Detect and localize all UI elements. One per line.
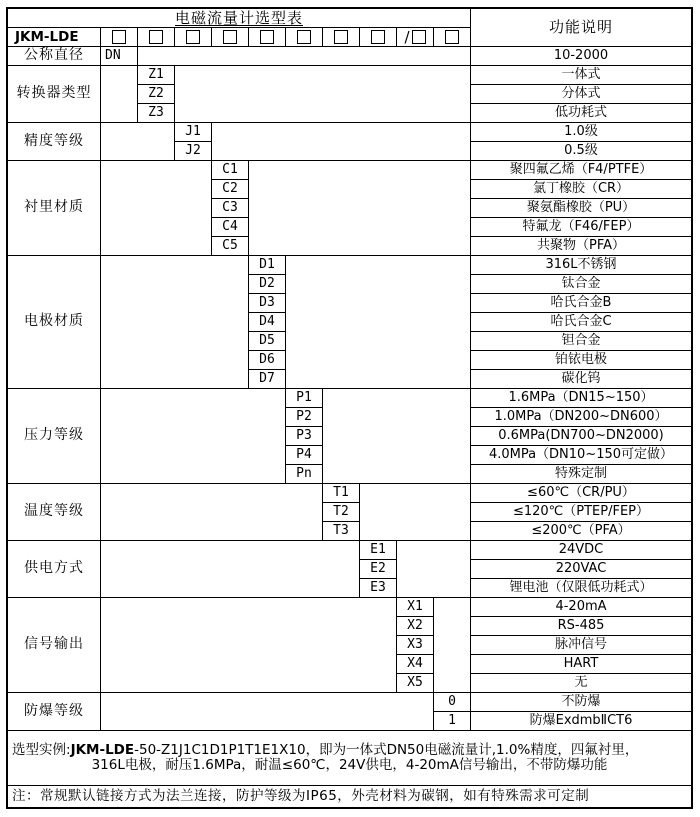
- value-D1: 316L不锈钢: [470, 255, 691, 274]
- example-model: JKM-LDE: [70, 742, 135, 759]
- spacer: [100, 65, 137, 122]
- model-checkbox-cell: [433, 27, 470, 46]
- model-checkbox-cell: [359, 27, 396, 46]
- checkbox-icon: [371, 30, 385, 44]
- checkbox-icon: [112, 30, 126, 44]
- checkbox-icon: [445, 30, 459, 44]
- code-Z1: Z1: [137, 65, 174, 84]
- section-label-temperature: 温度等级: [8, 483, 100, 540]
- section-label-converter-type: 转换器类型: [8, 65, 100, 122]
- spacer: [100, 540, 359, 597]
- spacer: [396, 540, 470, 597]
- model-checkbox-cell: [211, 27, 248, 46]
- value-E3: 锂电池（仅限低功耗式）: [470, 578, 691, 597]
- section-label-power-supply: 供电方式: [8, 540, 100, 597]
- model-checkbox-cell: [174, 27, 211, 46]
- code-D2: D2: [248, 274, 285, 293]
- value-T3: ≤200℃（PFA）: [470, 521, 691, 540]
- value-P4: 4.0MPa（DN10~150可定做）: [470, 445, 691, 464]
- code-D4: D4: [248, 312, 285, 331]
- value-Z3: 低功耗式: [470, 103, 691, 122]
- value-D7: 碳化钨: [470, 369, 691, 388]
- checkbox-icon: [297, 30, 311, 44]
- value-C4: 特氟龙（F46/FEP）: [470, 217, 691, 236]
- code-1: 1: [433, 711, 470, 730]
- footnote: 注：常规默认链接方式为法兰连接，防护等级为IP65，外壳材料为碳钢，如有特殊需求可定制: [8, 785, 691, 807]
- value-T1: ≤60℃（CR/PU）: [470, 483, 691, 502]
- code-D7: D7: [248, 369, 285, 388]
- code-X3: X3: [396, 635, 433, 654]
- code-X1: X1: [396, 597, 433, 616]
- spacer: [433, 597, 470, 692]
- value-Z2: 分体式: [470, 84, 691, 103]
- selection-example: [8, 730, 691, 785]
- value-X4: HART: [470, 654, 691, 673]
- checkbox-icon: [412, 30, 426, 44]
- value-P1: 1.6MPa（DN15~150）: [470, 388, 691, 407]
- code-E3: E3: [359, 578, 396, 597]
- value-E1: 24VDC: [470, 540, 691, 559]
- value-D4: 哈氏合金C: [470, 312, 691, 331]
- code-D6: D6: [248, 350, 285, 369]
- code-X5: X5: [396, 673, 433, 692]
- value-X3: 脉冲信号: [470, 635, 691, 654]
- code-T1: T1: [322, 483, 359, 502]
- spacer: [100, 255, 248, 388]
- code-C5: C5: [211, 236, 248, 255]
- example-line1: 选型实例:JKM-LDE-50-Z1J1C1D1P1T1E1X10，即为一体式DN50电磁流量计,1.0%精度，四氟衬里，: [12, 742, 639, 759]
- value-P3: 0.6MPa(DN700~DN2000): [470, 426, 691, 445]
- code-P1: P1: [285, 388, 322, 407]
- code-P4: P4: [285, 445, 322, 464]
- code-Pn: Pn: [285, 464, 322, 483]
- section-label-pressure: 压力等级: [8, 388, 100, 483]
- spacer: [248, 160, 470, 255]
- code-C4: C4: [211, 217, 248, 236]
- spacer: [322, 388, 470, 483]
- value-X5: 无: [470, 673, 691, 692]
- dn-value: 10-2000: [470, 46, 691, 65]
- code-T2: T2: [322, 502, 359, 521]
- checkbox-icon: [260, 30, 274, 44]
- value-J2: 0.5级: [470, 141, 691, 160]
- spacer: [100, 122, 174, 160]
- spacer: [100, 483, 322, 540]
- code-T3: T3: [322, 521, 359, 540]
- selection-table: [6, 7, 693, 809]
- checkbox-icon: [223, 30, 237, 44]
- spacer: [211, 122, 470, 160]
- code-J1: J1: [174, 122, 211, 141]
- example-line2: 316L电极，耐压1.6MPa，耐温≤60℃，24V供电，4-20mA信号输出，不带防爆功能: [91, 757, 608, 773]
- model-prefix: JKM-LDE: [8, 27, 100, 46]
- section-label-liner-material: 衬里材质: [8, 160, 100, 255]
- model-checkbox-cell: [100, 27, 137, 46]
- code-P2: P2: [285, 407, 322, 426]
- spacer: [359, 483, 470, 540]
- spacer: [100, 160, 211, 255]
- slash-mark: /: [404, 27, 410, 46]
- code-X4: X4: [396, 654, 433, 673]
- code-C3: C3: [211, 198, 248, 217]
- checkbox-icon: [334, 30, 348, 44]
- dn-spacer: [137, 46, 470, 65]
- section-label-signal-output: 信号输出: [8, 597, 100, 692]
- code-X2: X2: [396, 616, 433, 635]
- code-C1: C1: [211, 160, 248, 179]
- value-D5: 钽合金: [470, 331, 691, 350]
- value-X1: 4-20mA: [470, 597, 691, 616]
- code-D1: D1: [248, 255, 285, 274]
- value-D6: 铂铱电极: [470, 350, 691, 369]
- spacer: [174, 65, 470, 122]
- value-0: 不防爆: [470, 692, 691, 711]
- value-D3: 哈氏合金B: [470, 293, 691, 312]
- spacer: [100, 388, 285, 483]
- value-Pn: 特殊定制: [470, 464, 691, 483]
- checkbox-icon: [149, 30, 163, 44]
- checkbox-icon: [186, 30, 200, 44]
- spacer: [100, 692, 433, 730]
- value-C5: 共聚物（PFA）: [470, 236, 691, 255]
- section-label-explosion-proof: 防爆等级: [8, 692, 100, 730]
- section-label-electrode-material: 电极材质: [8, 255, 100, 388]
- model-checkbox-cell: [285, 27, 322, 46]
- value-E2: 220VAC: [470, 559, 691, 578]
- dn-code: DN: [100, 46, 137, 65]
- value-C3: 聚氨酯橡胶（PU）: [470, 198, 691, 217]
- code-Z2: Z2: [137, 84, 174, 103]
- code-E2: E2: [359, 559, 396, 578]
- code-D5: D5: [248, 331, 285, 350]
- value-T2: ≤120℃（PTEP/FEP）: [470, 502, 691, 521]
- spacer: [285, 255, 470, 388]
- code-E1: E1: [359, 540, 396, 559]
- dn-label: 公称直径: [8, 46, 100, 65]
- value-P2: 1.0MPa（DN200~DN600）: [470, 407, 691, 426]
- value-J1: 1.0级: [470, 122, 691, 141]
- code-C2: C2: [211, 179, 248, 198]
- section-label-accuracy: 精度等级: [8, 122, 100, 160]
- value-Z1: 一体式: [470, 65, 691, 84]
- value-C1: 聚四氟乙烯（F4/PTFE）: [470, 160, 691, 179]
- model-checkbox-cell-slash: [396, 27, 433, 46]
- spacer: [100, 597, 396, 692]
- value-X2: RS-485: [470, 616, 691, 635]
- table-title: 电磁流量计选型表: [174, 9, 303, 27]
- model-checkbox-cell: [322, 27, 359, 46]
- code-0: 0: [433, 692, 470, 711]
- value-D2: 钛合金: [470, 274, 691, 293]
- model-checkbox-cell: [137, 27, 174, 46]
- model-checkbox-cell: [248, 27, 285, 46]
- code-D3: D3: [248, 293, 285, 312]
- code-J2: J2: [174, 141, 211, 160]
- value-1: 防爆ExdmbⅡCT6: [470, 711, 691, 730]
- value-C2: 氯丁橡胶（CR）: [470, 179, 691, 198]
- function-header: 功能说明: [470, 9, 691, 46]
- code-Z3: Z3: [137, 103, 174, 122]
- code-P3: P3: [285, 426, 322, 445]
